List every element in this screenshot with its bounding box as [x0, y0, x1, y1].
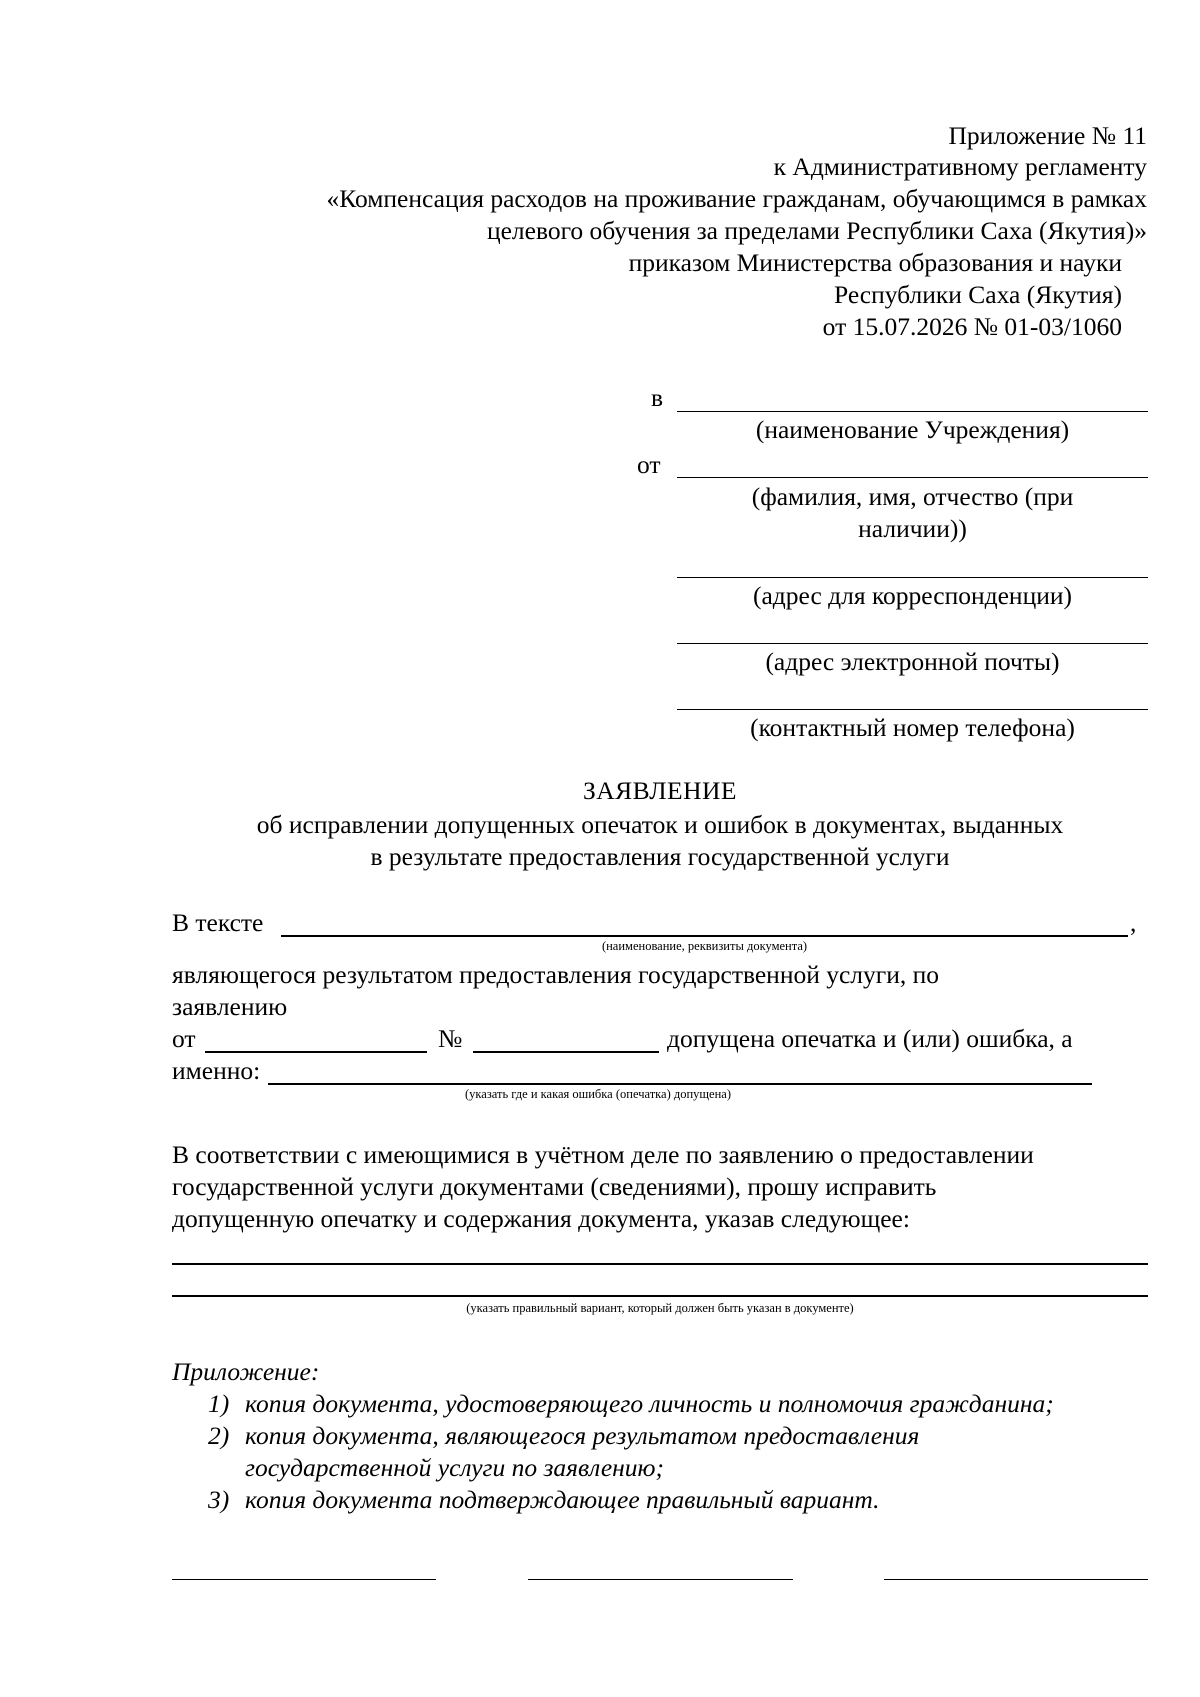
- error-description-hint: (указать где и какая ошибка (опечатка) допущена): [464, 1087, 732, 1101]
- institution-line[interactable]: [677, 411, 1148, 412]
- full-name-caption-2: наличии)): [858, 514, 967, 543]
- correct-variant-line-2[interactable]: [172, 1295, 1148, 1297]
- correct-variant-line-1[interactable]: [172, 1263, 1148, 1265]
- application-number-line[interactable]: [473, 1051, 659, 1053]
- attachment-1-text: копия документа, удостоверяющего личность и полномочия гражданина;: [245, 1389, 1054, 1418]
- correct-variant-hint: (указать правильный вариант, который должен быть указан в документе): [466, 1301, 854, 1315]
- attachment-2-text: копия документа, являющегося результатом предоставления: [245, 1421, 920, 1450]
- in-text-label: В тексте: [172, 908, 264, 937]
- email-line[interactable]: [677, 643, 1148, 644]
- attachment-1-number: 1): [208, 1389, 230, 1418]
- body-line-2: являющегося результатом предоставления государственной услуги, по: [172, 960, 940, 989]
- email-caption: (адрес электронной почты): [765, 647, 1060, 676]
- phone-caption: (контактный номер телефона): [750, 713, 1075, 742]
- regulation-title-1: «Компенсация расходов на проживание гражданам, обучающимся в рамках: [326, 184, 1147, 213]
- attachment-3-text: копия документа подтверждающее правильный вариант.: [245, 1485, 880, 1514]
- from-label: от: [172, 1024, 196, 1053]
- full-name-line[interactable]: [677, 477, 1148, 478]
- number-label: №: [438, 1024, 463, 1053]
- full-name-caption-1: (фамилия, имя, отчество (при: [751, 482, 1074, 511]
- appendix-number: Приложение № 11: [948, 121, 1147, 150]
- order-republic: Республики Саха (Якутия): [833, 280, 1122, 309]
- order-date-number: от 15.07.2026 № 01-03/1060: [822, 312, 1122, 341]
- comma: ,: [1130, 908, 1137, 937]
- application-date-line[interactable]: [205, 1051, 427, 1053]
- error-description-line[interactable]: [268, 1083, 1092, 1085]
- institution-caption: (наименование Учреждения): [755, 415, 1070, 444]
- phone-line[interactable]: [677, 709, 1148, 710]
- document-title: ЗАЯВЛЕНИЕ: [582, 776, 737, 805]
- document-subtitle-1: об исправлении допущенных опечаток и ошибок в документах, выданных: [256, 810, 1064, 839]
- signature-line-2[interactable]: [528, 1579, 793, 1580]
- paragraph-line-1: В соответствии с имеющимися в учётном деле по заявлению о предоставлении: [172, 1140, 1034, 1169]
- document-name-hint: (наименование, реквизиты документа): [601, 939, 808, 953]
- signature-line-3[interactable]: [884, 1579, 1148, 1580]
- attachment-2-text-cont: государственной услуги по заявлению;: [245, 1453, 665, 1482]
- order-ministry: приказом Министерства образования и науки: [628, 248, 1122, 277]
- body-line-3: заявлению: [172, 992, 288, 1021]
- paragraph-line-3: допущенную опечатку и содержания документа, указав следующее:: [172, 1204, 910, 1233]
- mail-address-line[interactable]: [677, 577, 1148, 578]
- namely-label: именно:: [172, 1056, 261, 1085]
- mail-address-caption: (адрес для корреспонденции): [752, 581, 1072, 610]
- regulation-ref: к Административному регламенту: [773, 152, 1147, 181]
- attachment-3-number: 3): [208, 1485, 230, 1514]
- signature-line-1[interactable]: [172, 1579, 436, 1580]
- attachment-2-number: 2): [208, 1421, 230, 1450]
- regulation-title-2: целевого обучения за пределами Республики Саха (Якутия)»: [486, 216, 1147, 245]
- error-text: допущена опечатка и (или) ошибка, а: [667, 1024, 1073, 1053]
- to-prefix: в: [651, 383, 664, 412]
- attachments-heading: Приложение:: [172, 1357, 320, 1386]
- document-subtitle-2: в результате предоставления государственной услуги: [370, 842, 950, 871]
- paragraph-line-2: государственной услуги документами (сведениями), прошу исправить: [172, 1172, 937, 1201]
- from-prefix: от: [637, 450, 661, 479]
- document-name-line[interactable]: [281, 935, 1128, 937]
